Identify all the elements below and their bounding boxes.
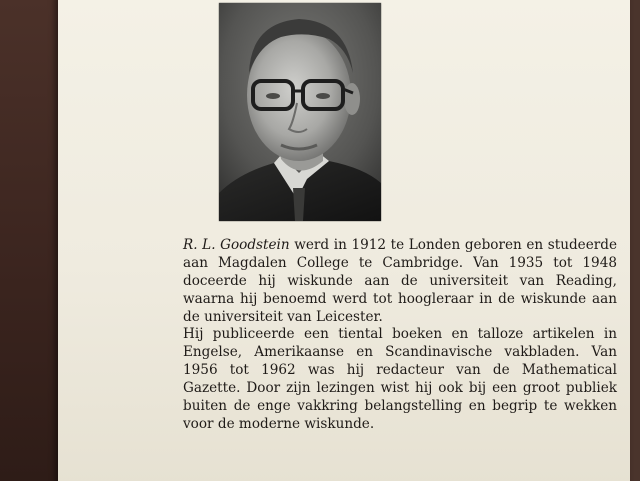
- portrait-photo-icon: [219, 3, 381, 221]
- bio-line: buiten de enge vakkring belangstelling en begrip te wekken: [183, 398, 617, 415]
- bio-line: Gazette. Door zijn lezingen wist hij ook bij een groot publiek: [183, 380, 617, 397]
- bio-line: doceerde hij wiskunde aan de universiteit van Reading,: [183, 272, 617, 289]
- author-name: R. L. Goodstein: [183, 237, 290, 253]
- book-cover-edge: [0, 0, 58, 481]
- bio-text: werd in 1912 te Londen geboren en studeerde: [289, 237, 617, 253]
- bio-line: de universiteit van Leicester.: [183, 308, 383, 325]
- bio-line: aan Magdalen College te Cambridge. Van 1935 tot 1948: [183, 254, 617, 271]
- bio-line: 1956 tot 1962 was hij redacteur van de Mathematical: [183, 362, 617, 379]
- bio-line: [183, 237, 617, 255]
- bio-line: Hij publiceerde een tiental boeken en talloze artikelen in: [183, 326, 617, 343]
- background-strip: [630, 0, 640, 481]
- author-portrait-photo: [219, 3, 381, 221]
- bio-line: Engelse, Amerikaanse en Scandinavische vakbladen. Van: [183, 344, 617, 361]
- author-biography: [183, 237, 617, 434]
- bio-line: waarna hij benoemd werd tot hoogleraar in de wiskunde aan: [183, 290, 617, 307]
- bio-line: voor de moderne wiskunde.: [183, 415, 375, 432]
